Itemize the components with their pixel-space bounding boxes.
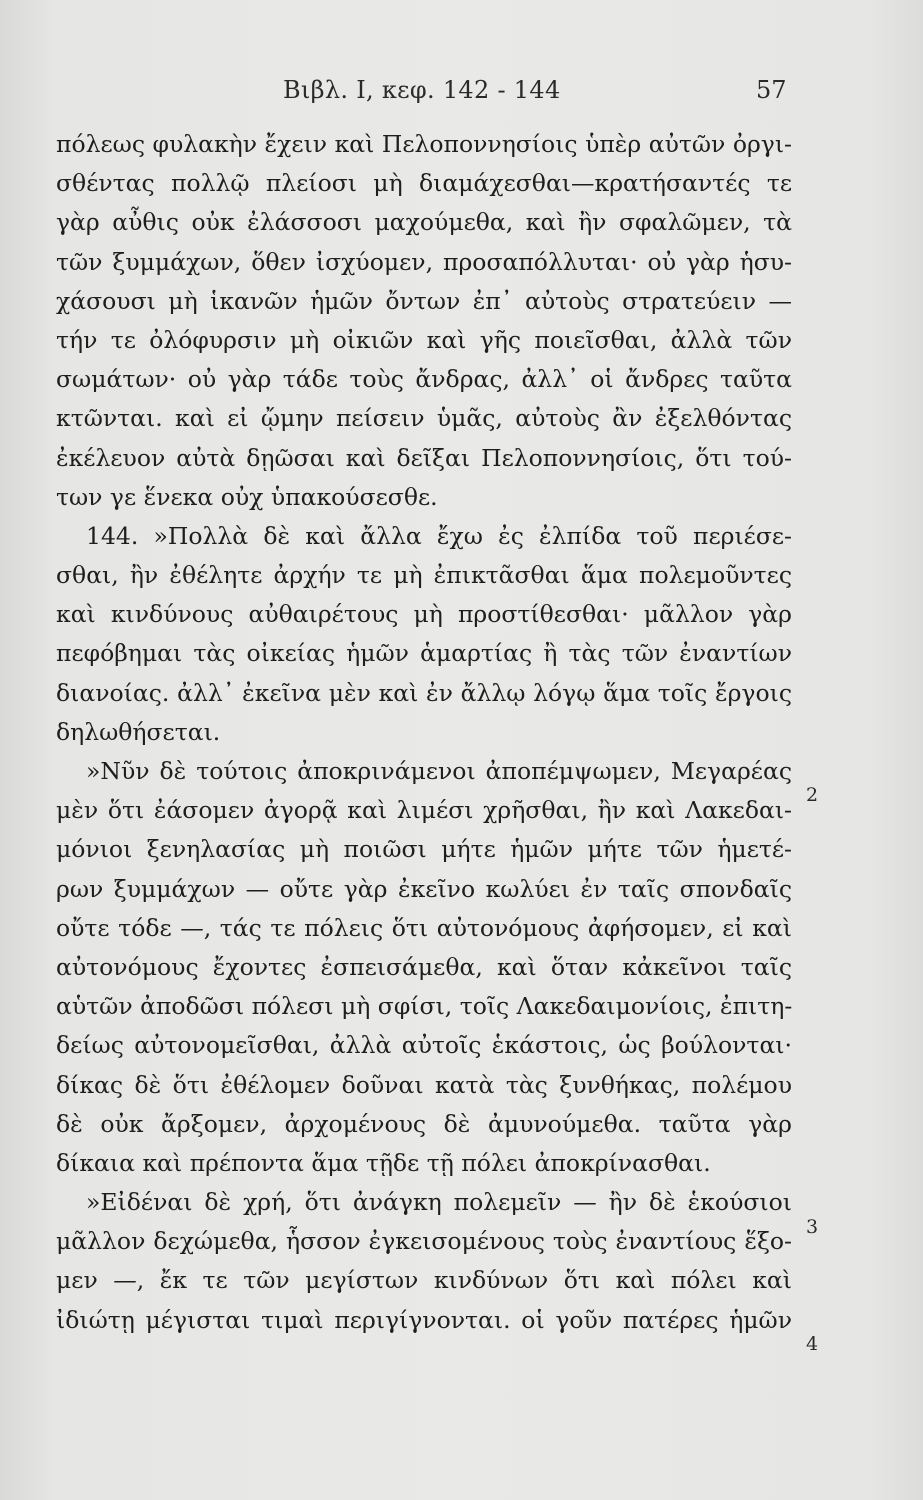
text-line: αὐτονόμους ἔχοντες ἐσπεισάμεθα, καὶ ὅταν κἀκεῖνοι ταῖς (56, 952, 792, 981)
text-line: μὲν ὅτι ἐάσομεν ἀγορᾷ καὶ λιμέσι χρῆσθαι, ἢν καὶ Λακεδαι- (56, 796, 792, 825)
section-number: 3 (806, 1216, 819, 1238)
text-line: γὰρ αὖθις οὐκ ἐλάσσοσι μαχούμεθα, καὶ ἢν σφαλῶμεν, τὰ (56, 208, 792, 237)
text-line: μᾶλλον δεχώμεθα, ἧσσον ἐγκεισομένους τοὺς ἐναντίους ἕξο- (56, 1227, 792, 1256)
chapter-start-line: 144. »Πολλὰ δὲ καὶ ἄλλα ἔχω ἐς ἐλπίδα τοῦ περιέσε- (86, 521, 792, 550)
text-line: δηλωθήσεται. (56, 717, 221, 746)
text-line: σθαι, ἢν ἐθέλητε ἀρχήν τε μὴ ἐπικτᾶσθαι ἅμα πολεμοῦντες (56, 561, 792, 590)
text-line: τήν τε ὀλόφυρσιν μὴ οἰκιῶν καὶ γῆς ποιεῖσθαι, ἀλλὰ τῶν (56, 325, 792, 354)
text-line: σθέντας πολλῷ πλείοσι μὴ διαμάχεσθαι—κρατήσαντές τε (56, 169, 792, 198)
page-number: 57 (756, 76, 787, 104)
paragraph-start-line: »Νῦν δὲ τούτοις ἀποκρινάμενοι ἀποπέμψωμεν, Μεγαρέας (86, 757, 792, 785)
text-line: των γε ἕνεκα οὐχ ὑπακούσεσθε. (56, 482, 438, 511)
text-line: αὑτῶν ἀποδῶσι πόλεσι μὴ σφίσι, τοῖς Λακεδαιμονίοις, ἐπιτη- (56, 992, 793, 1021)
text-line: ἐκέλευον αὐτὰ δῃῶσαι καὶ δεῖξαι Πελοποννησίοις, ὅτι τού- (56, 443, 792, 472)
text-line: διανοίας. ἀλλ᾽ ἐκεῖνα μὲν καὶ ἐν ἄλλῳ λόγῳ ἅμα τοῖς ἔργοις (56, 678, 792, 707)
running-title: Βιβλ. Ι, κεφ. 142 - 144 (283, 76, 561, 104)
text-line: τῶν ξυμμάχων, ὅθεν ἰσχύομεν, προσαπόλλυται· οὐ γὰρ ἡσυ- (56, 247, 792, 276)
text-line: καὶ κινδύνους αὐθαιρέτους μὴ προστίθεσθαι· μᾶλλον γὰρ (56, 600, 792, 629)
section-number: 4 (806, 1333, 819, 1355)
text-line: δείως αὐτονομεῖσθαι, ἀλλὰ αὐτοῖς ἑκάστοις, ὡς βούλονται· (56, 1031, 792, 1060)
text-line: οὔτε τόδε —, τάς τε πόλεις ὅτι αὐτονόμους ἀφήσομεν, εἰ καὶ (56, 913, 792, 942)
text-line: μεν —, ἔκ τε τῶν μεγίστων κινδύνων ὅτι καὶ πόλει καὶ (56, 1266, 792, 1295)
text-line: ἰδιώτῃ μέγισται τιμαὶ περιγίγνονται. οἱ γοῦν πατέρες ἡμῶν (56, 1305, 792, 1334)
paragraph-start-line: »Εἰδέναι δὲ χρή, ὅτι ἀνάγκη πολεμεῖν — ἢν δὲ ἑκούσιοι (86, 1188, 792, 1217)
text-line: μόνιοι ξενηλασίας μὴ ποιῶσι μήτε ἡμῶν μήτε τῶν ἡμετέ- (56, 835, 792, 864)
text-line: ρων ξυμμάχων — οὔτε γὰρ ἐκεῖνο κωλύει ἐν ταῖς σπονδαῖς (56, 874, 792, 903)
text-line: πόλεως φυλακὴν ἔχειν καὶ Πελοποννησίοις ὑπὲρ αὐτῶν ὀργι- (56, 130, 792, 158)
text-line: χάσουσι μὴ ἱκανῶν ἡμῶν ὄντων ἐπ᾽ αὐτοὺς στρατεύειν — (56, 286, 792, 315)
text-line: δίκας δὲ ὅτι ἐθέλομεν δοῦναι κατὰ τὰς ξυνθήκας, πολέμου (56, 1070, 792, 1099)
text-line: δὲ οὐκ ἄρξομεν, ἀρχομένους δὲ ἀμυνούμεθα. ταῦτα γὰρ (56, 1109, 792, 1138)
text-line: κτῶνται. καὶ εἰ ᾤμην πείσειν ὑμᾶς, αὐτοὺς ἂν ἐξελθόντας (56, 404, 792, 433)
section-number: 2 (806, 784, 819, 806)
body-text (56, 125, 792, 1340)
text-line: σωμάτων· οὐ γὰρ τάδε τοὺς ἄνδρας, ἀλλ᾽ οἱ ἄνδρες ταῦτα (56, 365, 792, 394)
text-line: δίκαια καὶ πρέποντα ἅμα τῇδε τῇ πόλει ἀποκρίνασθαι. (56, 1148, 711, 1177)
text-line: πεφόβημαι τὰς οἰκείας ἡμῶν ἁμαρτίας ἢ τὰς τῶν ἐναντίων (56, 639, 792, 668)
